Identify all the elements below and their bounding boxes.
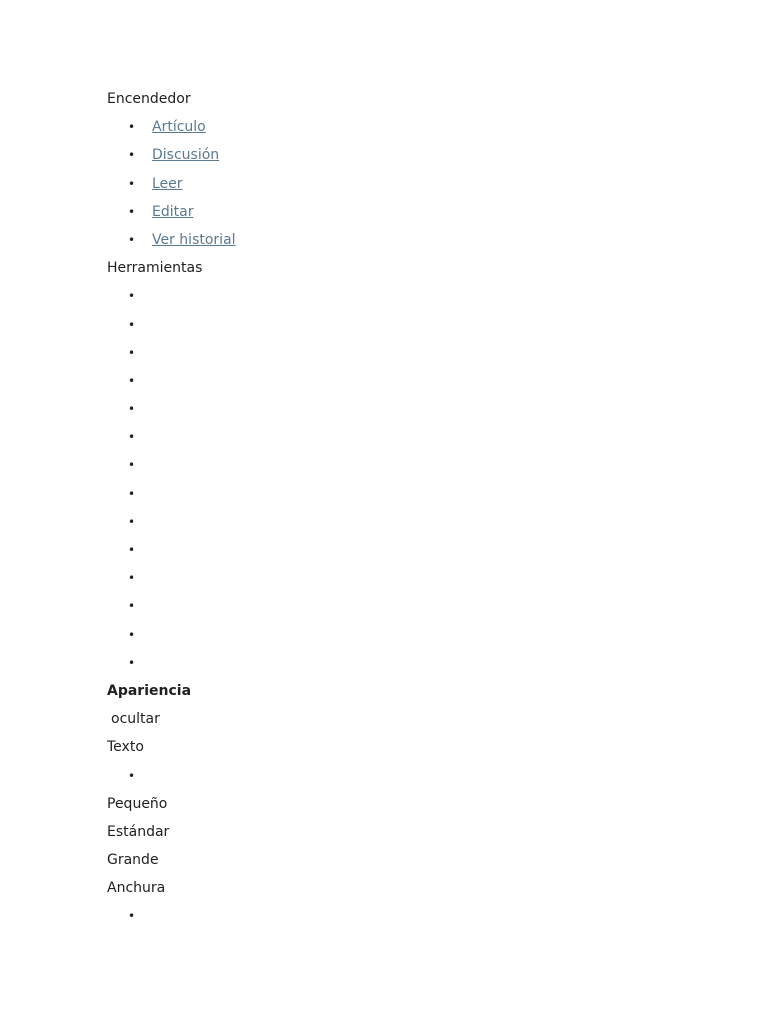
bullet-icon: •	[128, 627, 136, 642]
bullet-icon: •	[128, 120, 136, 135]
views-list	[107, 113, 236, 254]
bullet-icon: •	[128, 345, 136, 360]
tools-list	[107, 282, 236, 677]
bullet-icon: •	[128, 909, 136, 924]
list-item	[107, 113, 236, 141]
bullet-icon: •	[128, 317, 136, 332]
tool-item	[107, 282, 236, 310]
bullet-icon: •	[128, 486, 136, 501]
bullet-icon: •	[128, 289, 136, 304]
text-size-small-option[interactable]: Pequeño	[107, 795, 168, 812]
bullet-icon: •	[128, 402, 136, 417]
bullet-icon: •	[128, 458, 136, 473]
text-size-standard-option[interactable]: Estándar	[107, 823, 170, 840]
tool-item	[107, 423, 236, 451]
views-heading: Encendedor	[107, 91, 191, 107]
bullet-icon: •	[128, 543, 136, 557]
tool-item	[107, 480, 236, 508]
bullet-icon: •	[128, 176, 136, 191]
list-item	[107, 170, 236, 198]
tab-edit[interactable]: Editar	[152, 203, 194, 220]
list-item	[107, 762, 236, 790]
list-item	[107, 902, 236, 930]
bullet-icon: •	[128, 430, 136, 445]
tool-item	[107, 592, 236, 620]
width-heading: Anchura	[107, 880, 166, 897]
tool-item	[107, 311, 236, 339]
tab-history[interactable]: Ver historial	[152, 231, 236, 248]
text-size-large-option[interactable]: Grande	[107, 852, 159, 869]
tab-read[interactable]: Leer	[152, 175, 183, 192]
tab-discussion[interactable]: Discusión	[152, 147, 220, 164]
bullet-icon: •	[128, 655, 136, 670]
bullet-icon: •	[128, 148, 136, 163]
bullet-icon: •	[128, 768, 136, 783]
bullet-icon: •	[128, 599, 136, 614]
bullet-icon: •	[128, 571, 136, 586]
list-item	[107, 226, 236, 254]
hide-appearance-button[interactable]: ocultar	[111, 711, 160, 728]
width-list	[107, 902, 236, 930]
tool-item	[107, 536, 236, 564]
list-item	[107, 198, 236, 226]
tool-item	[107, 451, 236, 479]
bullet-icon: •	[128, 514, 136, 529]
tool-item	[107, 649, 236, 677]
tab-article[interactable]: Artículo	[152, 119, 206, 136]
tool-item	[107, 395, 236, 423]
bullet-icon: •	[128, 204, 136, 219]
tool-item	[107, 367, 236, 395]
list-item	[107, 141, 236, 169]
text-size-list	[107, 762, 236, 790]
page-content	[107, 85, 236, 931]
tool-item	[107, 339, 236, 367]
tool-item	[107, 621, 236, 649]
bullet-icon: •	[128, 373, 136, 388]
tool-item	[107, 508, 236, 536]
appearance-title: Apariencia	[107, 682, 192, 699]
text-size-heading: Texto	[107, 739, 144, 756]
bullet-icon: •	[128, 232, 136, 247]
tools-heading: Herramientas	[107, 260, 203, 277]
tool-item	[107, 564, 236, 592]
